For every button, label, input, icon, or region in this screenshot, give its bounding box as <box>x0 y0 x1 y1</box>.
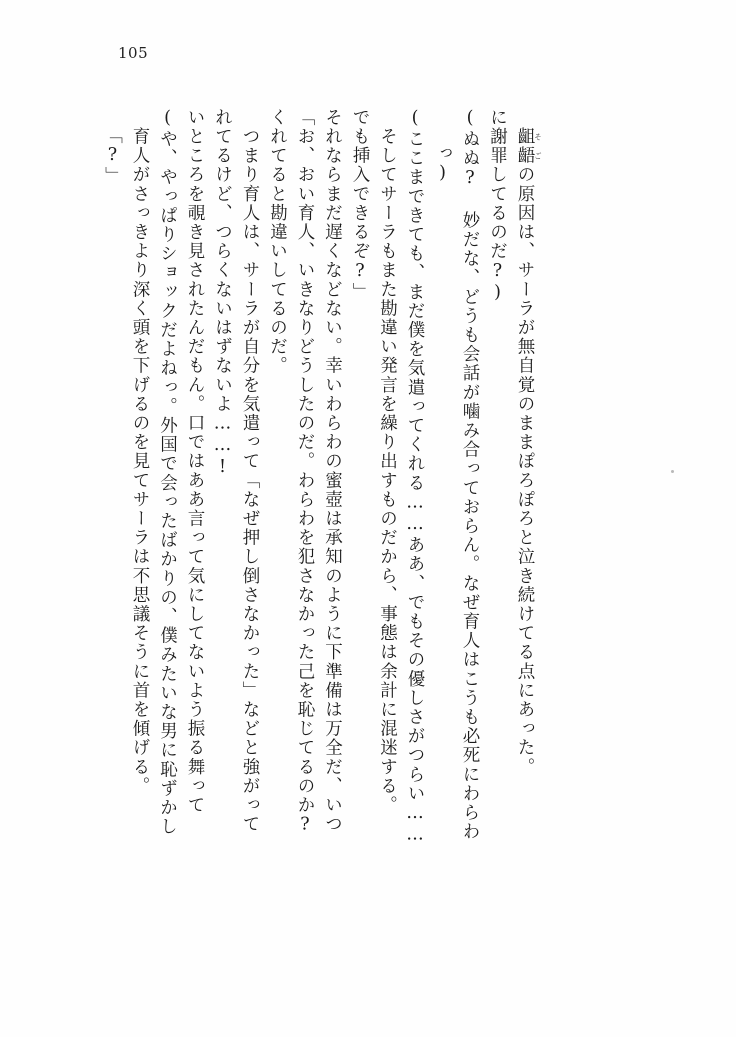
text-column: (や、やっぱりショックだよねっ。外国で会ったばかりの、僕みたいな男に恥ずかし <box>157 108 178 837</box>
text-column: れてるけど、つらくないはずないよ……! <box>212 108 233 479</box>
ruby-sogo: 齟齬そご <box>515 127 543 166</box>
page-number: 105 <box>118 44 149 62</box>
text-column: でも挿入できるぞ?」 <box>350 108 370 302</box>
text-column: 「お、おい育人、いきなりどうしたのだ。わらわを犯さなかった己を恥じてるのか? <box>295 108 315 837</box>
text-column-tail: の原因は、サーラが無自覚のままぽろぽろと泣き続けてる点にあった。 <box>515 165 535 777</box>
ruby-host <box>515 108 543 166</box>
text-column: そしてサーラもまた勘違い発言を繰り出すものだから、事態は余計に混迷する。 <box>377 108 398 815</box>
text-column: っ) <box>432 144 453 185</box>
text-column: に謝罪してるのだ?) <box>487 108 508 304</box>
page-speck <box>671 470 674 473</box>
text-column: それならまだ遅くなどない。幸いわらわの蜜壺は承知のように下準備は万全だ、いつ <box>322 108 343 834</box>
text-column: 「?」 <box>102 126 123 186</box>
text-column: いところを覗き見されたんだもん。口ではああ言って気にしてないよう振る舞って <box>185 108 205 815</box>
text-column: (ぬぬ? 妙だな、どうも会話が噛み合っておらん。なぜ育人はこうも必死にわらわ <box>460 108 480 842</box>
vertical-text-block <box>98 108 658 898</box>
text-column: くれてると勘違いしてるのだ。 <box>267 108 288 376</box>
text-column: 育人がさっきより深く頭を下げるのを見てサーラは不思議そうに首を傾げる。 <box>130 108 150 796</box>
text-column: つまり育人は、サーラが自分を気遣って「なぜ押し倒さなかった」などと強がって <box>240 108 260 834</box>
text-column: (ここまできても、まだ僕を気遣ってくれる……ああ、でもその優しさがつらい…… <box>405 108 425 847</box>
text-column-with-ruby <box>511 108 543 898</box>
